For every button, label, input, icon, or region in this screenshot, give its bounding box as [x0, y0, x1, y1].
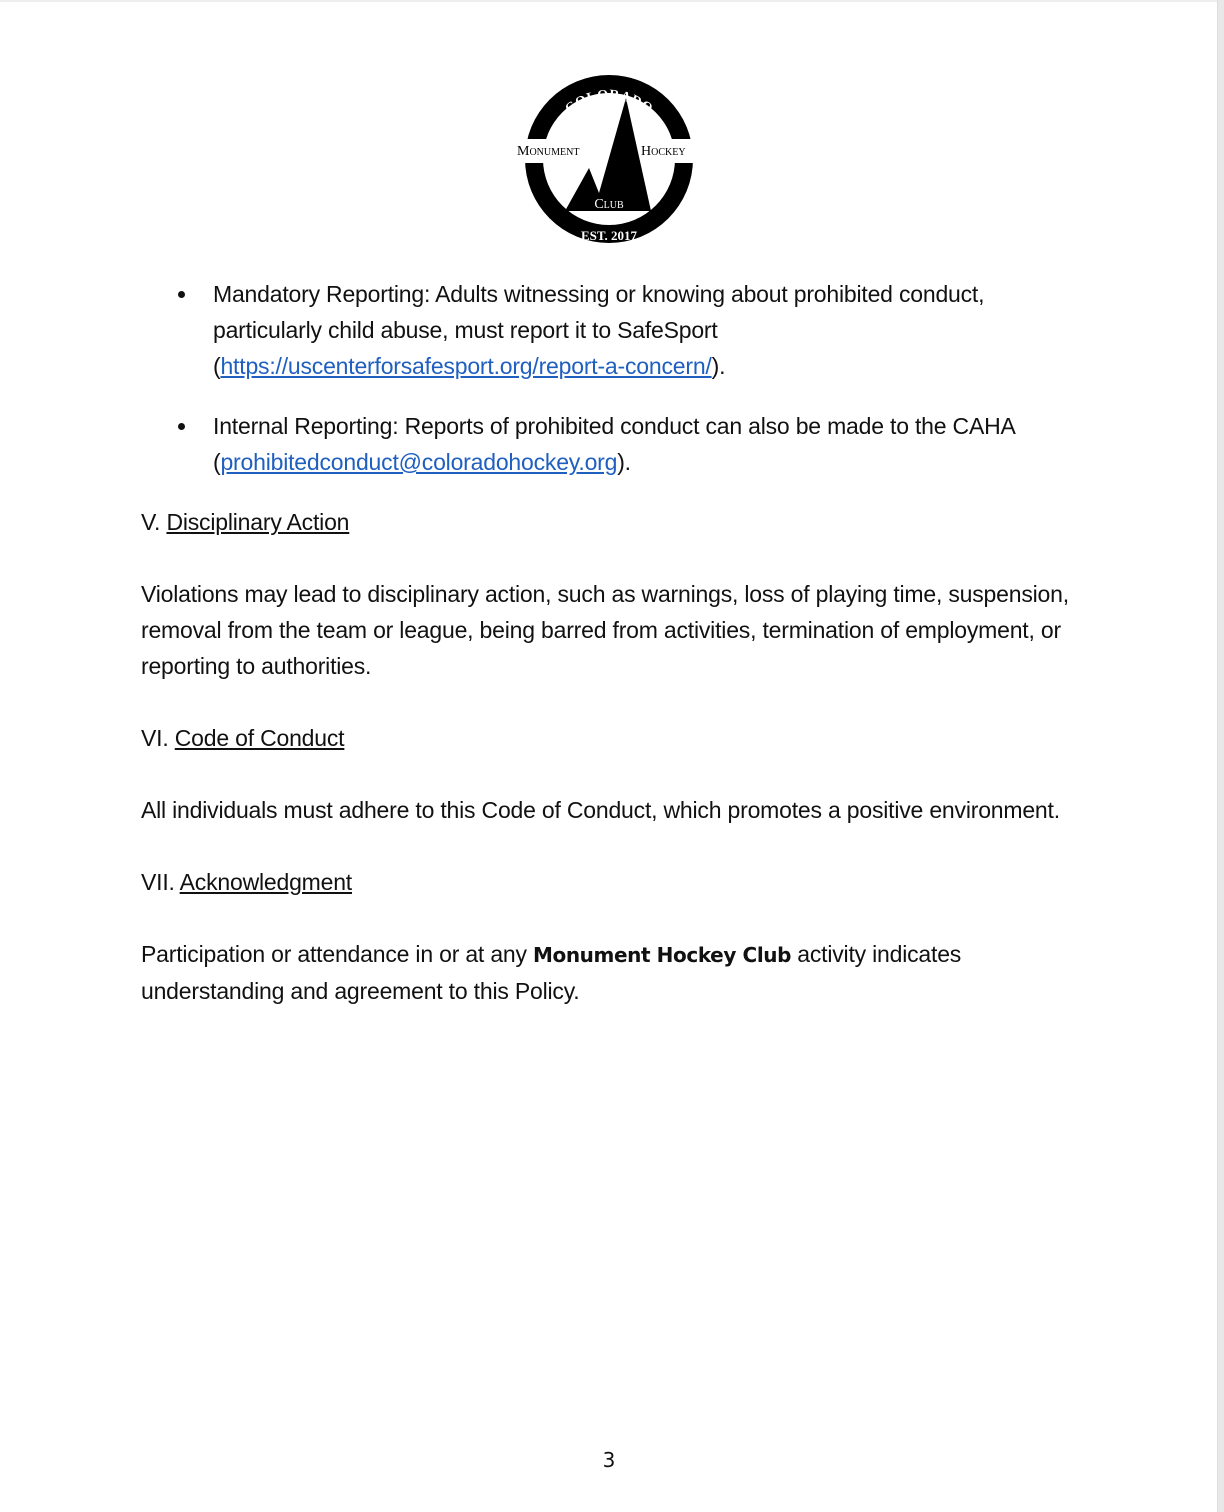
scrollbar[interactable] — [1217, 0, 1224, 1512]
caha-email-link[interactable]: prohibitedconduct@coloradohockey.org — [220, 449, 618, 475]
bullet-text: Internal Reporting: Reports of prohibited conduct can also be made to the CAHA ( — [213, 413, 1015, 475]
section-heading-code-of-conduct — [141, 720, 1081, 756]
page-number: 3 — [602, 1448, 616, 1472]
page-top-border — [0, 0, 1224, 2]
bullet-icon — [178, 291, 185, 298]
document-body — [141, 276, 1081, 1009]
svg-text:COLORADO: COLORADO — [562, 87, 656, 117]
section-title: Acknowledgment — [179, 869, 352, 895]
bullet-text-end: ). — [711, 353, 726, 379]
list-item-mandatory-reporting — [141, 276, 1081, 384]
bullet-text-end: ). — [617, 449, 631, 475]
ack-text-end: activity indicates understanding and agreement to this Policy. — [141, 941, 962, 1004]
section-heading-acknowledgment — [141, 864, 1081, 900]
section-title: Disciplinary Action — [166, 509, 350, 535]
section-title: Code of Conduct — [174, 725, 345, 751]
safesport-link[interactable]: https://uscenterforsafesport.org/report-a-concern/ — [220, 353, 712, 379]
logo-left-text: Monument — [517, 144, 580, 159]
section-number: V. — [141, 509, 161, 535]
club-logo-icon — [513, 65, 705, 253]
section-number: VI. — [141, 725, 169, 751]
section-heading-disciplinary-action — [141, 504, 1081, 540]
club-name-bold: Monument Hockey Club — [533, 943, 792, 967]
reporting-list — [141, 276, 1081, 480]
list-item-internal-reporting — [141, 408, 1081, 480]
section-number: VII. — [141, 869, 175, 895]
section-body-disciplinary-action: Violations may lead to disciplinary action, such as warnings, loss of playing time, suspension, removal from the team or league, being barred from activities, termination of employment, or reporting to authorities. — [141, 581, 1069, 679]
logo-center-text: Club — [594, 197, 624, 212]
bullet-text: Mandatory Reporting: Adults witnessing or knowing about prohibited conduct, particularly child abuse, must report it to SafeSport ( — [213, 281, 985, 379]
ack-text: Participation or attendance in or at any — [141, 941, 533, 967]
section-body-acknowledgment — [141, 936, 1081, 1009]
logo-right-text: Hockey — [641, 144, 686, 159]
logo-bottom-text: EST. 2017 — [580, 228, 638, 243]
bullet-icon — [178, 423, 185, 430]
section-body-code-of-conduct: All individuals must adhere to this Code of Conduct, which promotes a positive environment. — [141, 797, 1060, 823]
